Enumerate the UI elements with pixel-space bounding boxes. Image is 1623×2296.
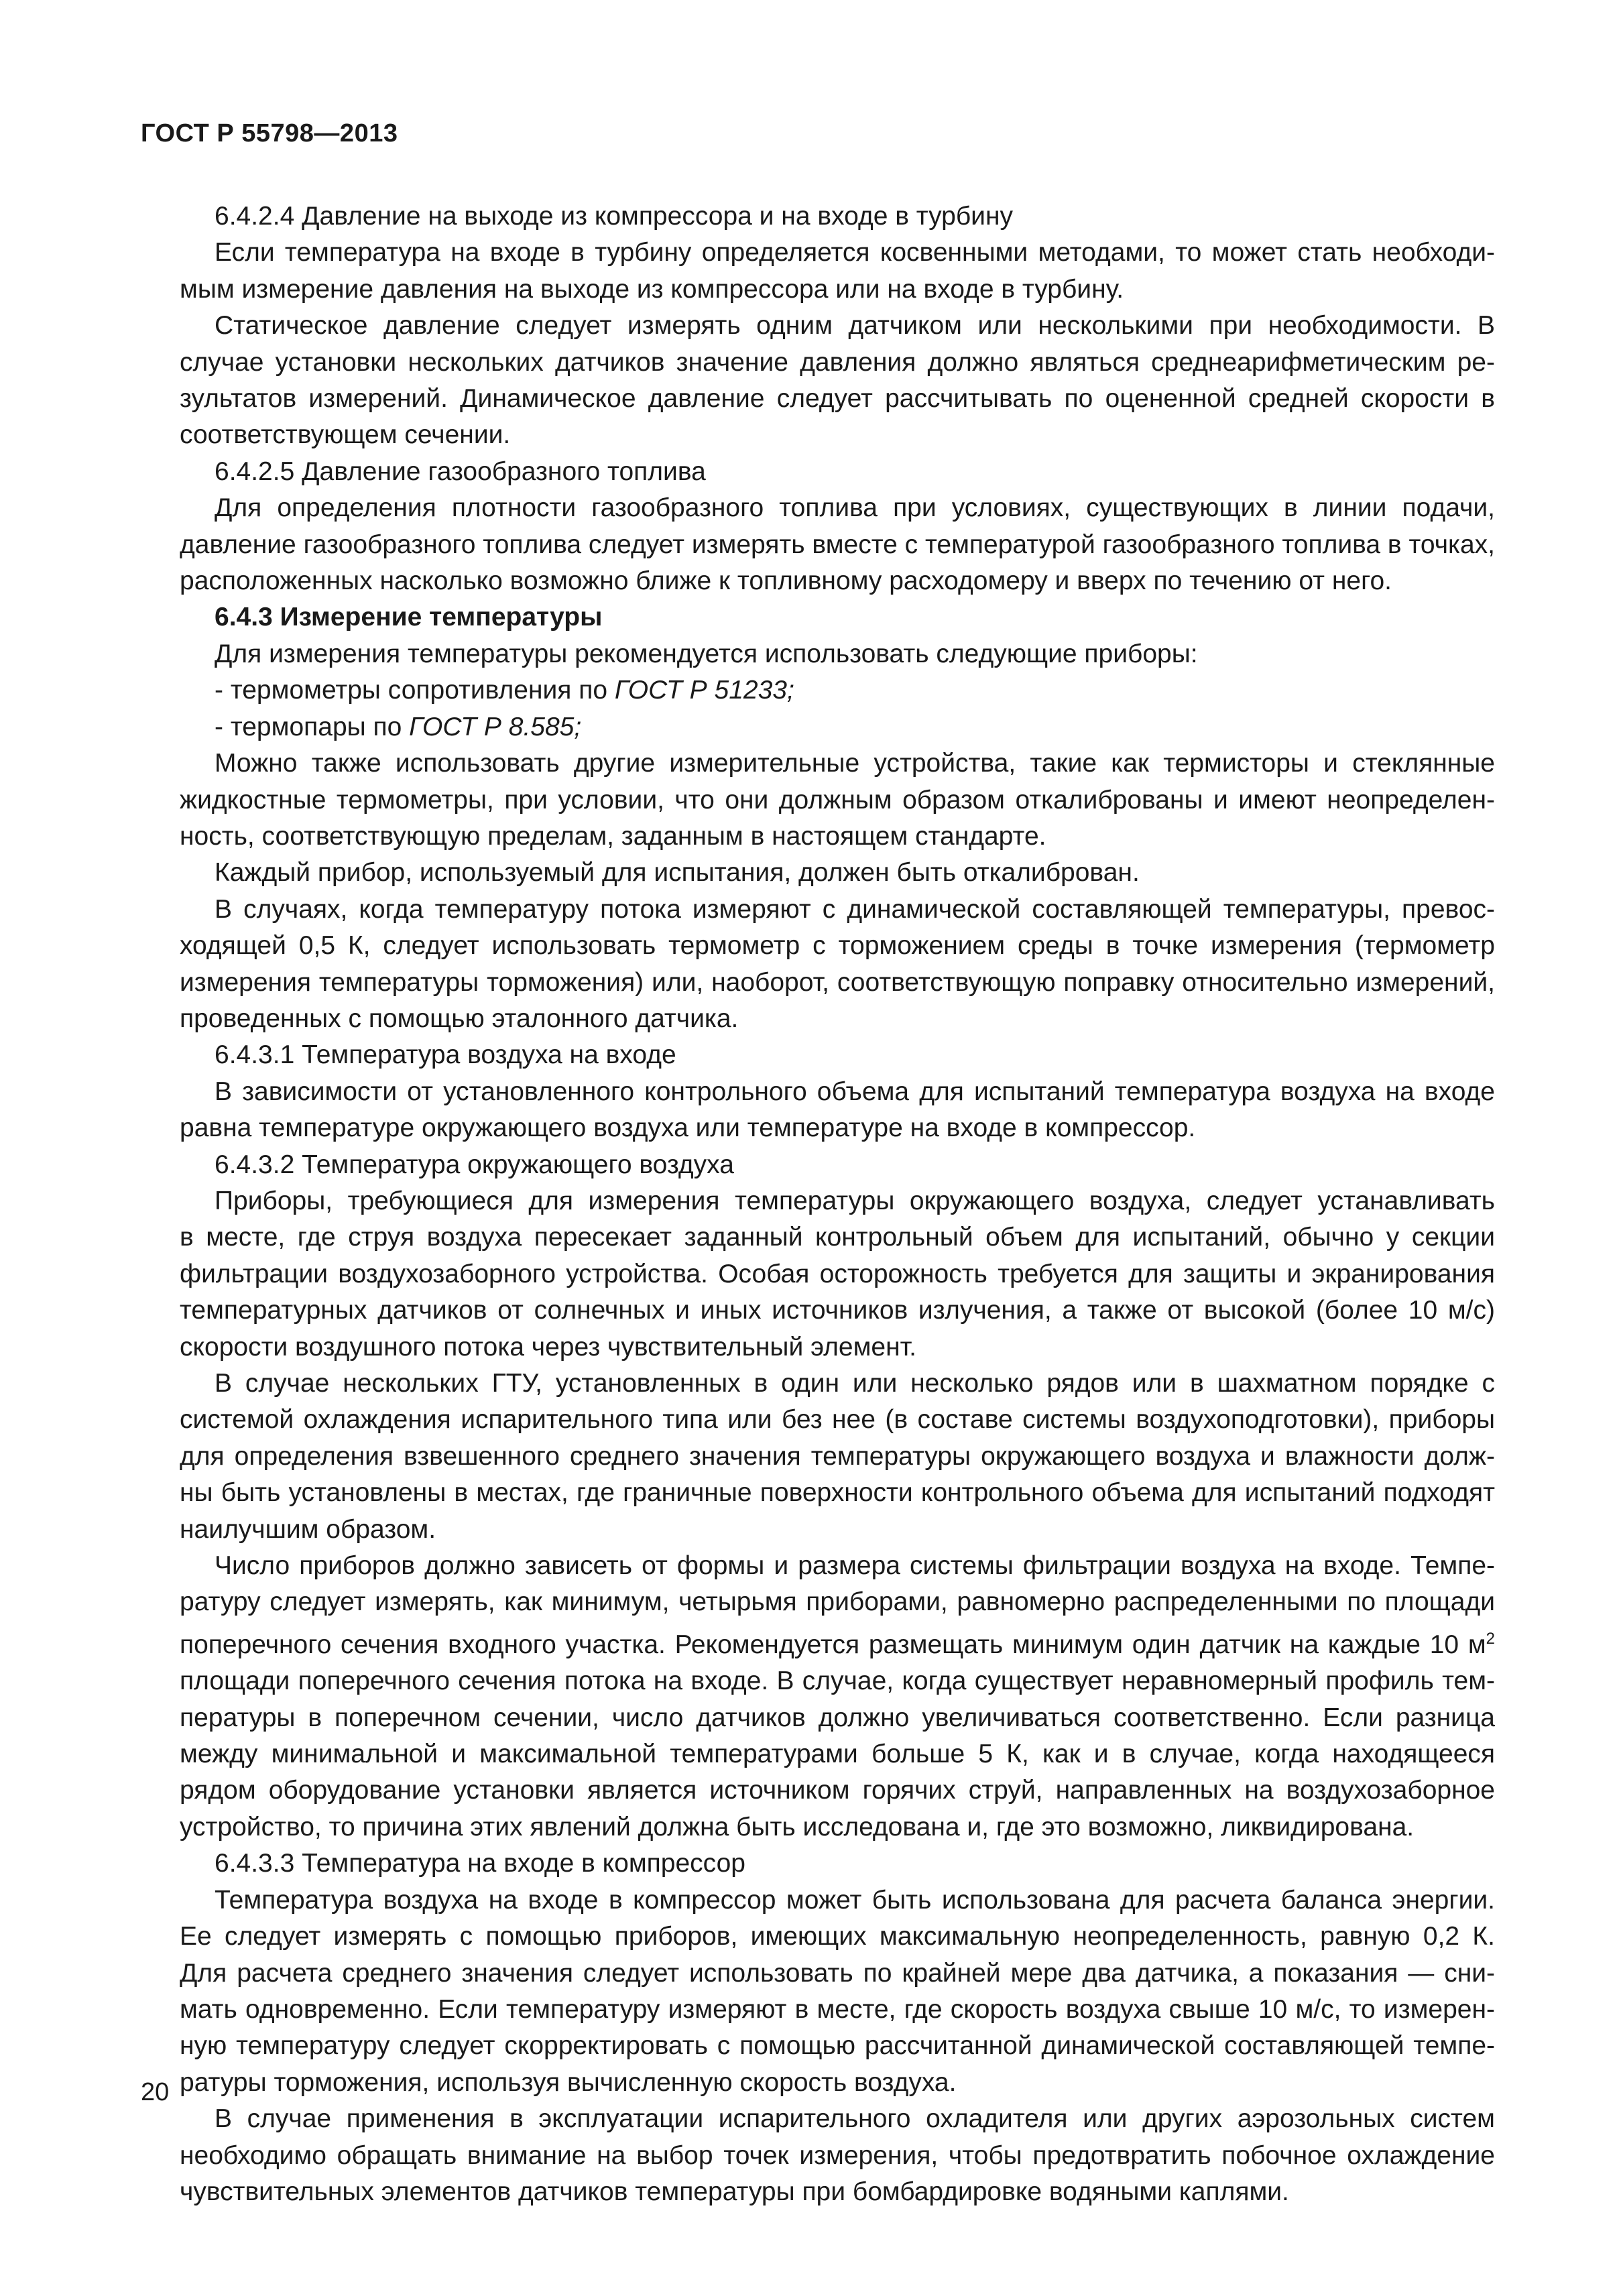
text-line	[180, 892, 1495, 928]
text-line	[180, 1037, 1495, 1073]
line-text: между минимальной и максимальной температурами больше 5 К, как и в случае, когда находящееся	[180, 1740, 1495, 1769]
line-text: Для определения плотности газообразного топлива при условиях, существующих в линии подачи,	[215, 493, 1495, 523]
line-text: Температура воздуха на входе в компрессор может быть использована для расчета баланса энергии.	[215, 1885, 1495, 1915]
line-text: ны быть установлены в местах, где граничные поверхности контрольного объема для испытаний подходят	[180, 1478, 1495, 1508]
text-line	[180, 1772, 1495, 1809]
text-line	[180, 1256, 1495, 1292]
line-text: В случае применения в эксплуатации испарительного охладителя или других аэрозольных систем	[215, 2104, 1495, 2134]
line-text: устройство, то причина этих явлений должна быть исследована и, где это возможно, ликвидирована.	[180, 1812, 1415, 1841]
line-text: В зависимости от установленного контрольного объема для испытаний температура воздуха на входе	[215, 1077, 1495, 1106]
line-text: чувствительных элементов датчиков температуры при бомбардировке водяными каплями.	[180, 2177, 1289, 2206]
text-line	[180, 928, 1495, 964]
line-text: ратуры торможения, используя вычисленную скорость воздуха.	[180, 2067, 957, 2097]
superscript: 2	[1486, 1629, 1495, 1648]
text-line	[180, 1219, 1495, 1256]
line-text: 6.4.2.5 Давление газообразного топлива	[215, 457, 706, 486]
line-text: для определения взвешенного среднего значения температуры окружающего воздуха и влажности долж-	[180, 1441, 1495, 1471]
line-text: наилучшим образом.	[180, 1514, 436, 1544]
line-text: системой охлаждения испарительного типа или без нее (в составе системы воздухоподготовки), приборы	[180, 1405, 1495, 1435]
line-text: площади поперечного сечения потока на входе. В случае, когда существует неравномерный профиль тем-	[180, 1667, 1495, 1696]
text-line	[180, 1846, 1495, 1882]
text-line	[180, 417, 1495, 453]
text-line	[180, 527, 1495, 563]
text-line	[180, 1882, 1495, 1919]
line-text: давление газообразного топлива следует измерять вместе с температурой газообразного топлива в точках,	[180, 530, 1495, 559]
line-text: Для расчета среднего значения следует использовать по крайней мере два датчика, а показания — сни-	[180, 1958, 1495, 1988]
text-line	[180, 1736, 1495, 1772]
text-line	[180, 1992, 1495, 2028]
text-line	[180, 490, 1495, 526]
text-line	[180, 235, 1495, 271]
line-text: жидкостные термометры, при условии, что они должным образом откалиброваны и имеют неопределен-	[180, 785, 1495, 814]
text-line	[180, 1001, 1495, 1037]
text-line	[180, 1955, 1495, 1992]
text-line	[180, 636, 1495, 672]
line-text: фильтрации воздухозаборного устройства. Особая осторожность требуется для защиты и экранирования	[180, 1259, 1495, 1288]
text-line	[180, 819, 1495, 855]
line-text: скорости воздушного потока через чувствительный элемент.	[180, 1332, 916, 1362]
line-text: зультатов измерений. Динамическое давление следует рассчитывать по оцененной средней скорости в	[180, 384, 1495, 414]
document-body	[180, 198, 1495, 2210]
line-text: соответствующем сечении.	[180, 420, 511, 450]
line-text: - термометры сопротивления по	[215, 676, 615, 705]
text-line	[180, 2101, 1495, 2137]
text-line	[180, 2065, 1495, 2101]
line-text: равна температуре окружающего воздуха или температуре на входе в компрессор.	[180, 1113, 1196, 1143]
line-text: измерения температуры торможения) или, наоборот, соответствующую поправку относительно измерений,	[180, 967, 1495, 997]
line-text: в месте, где струя воздуха пересекает заданный контрольный объем для испытаний, обычно у секции	[180, 1223, 1495, 1252]
line-text: - термопары по	[215, 712, 410, 741]
text-line	[180, 1183, 1495, 1219]
text-line	[180, 1584, 1495, 1620]
standard-reference: ГОСТ Р 8.585;	[409, 712, 582, 741]
text-line	[180, 855, 1495, 891]
line-text: Если температура на входе в турбину определяется косвенными методами, то может стать необходи-	[215, 238, 1495, 267]
line-text: проведенных с помощью эталонного датчика.	[180, 1004, 739, 1033]
line-text: необходимо обращать внимание на выбор точек измерения, чтобы предотвратить побочное охлаждение	[180, 2140, 1495, 2170]
line-text: Приборы, требующиеся для измерения температуры окружающего воздуха, следует устанавливать	[215, 1186, 1495, 1215]
text-line	[180, 1074, 1495, 1110]
text-line	[180, 1110, 1495, 1146]
text-line	[180, 1402, 1495, 1438]
text-line	[180, 1439, 1495, 1475]
line-text: Каждый прибор, используемый для испытания, должен быть откалиброван.	[215, 858, 1140, 888]
text-line	[180, 454, 1495, 490]
text-line	[180, 2174, 1495, 2210]
line-text: Для измерения температуры рекомендуется использовать следующие приборы:	[215, 639, 1198, 668]
text-line	[180, 381, 1495, 417]
text-line	[180, 1366, 1495, 1402]
line-text: 6.4.3 Измерение температуры	[215, 603, 603, 632]
line-text: ность, соответствующую пределам, заданным в настоящем стандарте.	[180, 821, 1046, 851]
text-line	[180, 965, 1495, 1001]
line-text: 6.4.3.3 Температура на входе в компрессор	[215, 1849, 745, 1878]
text-line	[180, 1548, 1495, 1584]
text-line	[180, 271, 1495, 308]
line-text: ную температуру следует скорректировать с помощью рассчитанной динамической составляющей темпе-	[180, 2031, 1495, 2061]
text-line	[180, 1147, 1495, 1183]
line-text: Ее следует измерять с помощью приборов, имеющих максимальную неопределенность, равную 0,2 К.	[180, 1922, 1495, 1951]
text-line	[180, 709, 1495, 745]
text-line	[180, 782, 1495, 819]
line-text: Можно также использовать другие измерительные устройства, такие как термисторы и стеклянные	[215, 749, 1495, 778]
line-text: 6.4.3.1 Температура воздуха на входе	[215, 1040, 676, 1070]
text-line	[180, 745, 1495, 782]
text-line	[180, 1512, 1495, 1548]
line-text: температурных датчиков от солнечных и иных источников излучения, а также от высокой (более 10 м/с)	[180, 1296, 1495, 1325]
text-line	[180, 672, 1495, 709]
line-text: В случаях, когда температуру потока измеряют с динамической составляющей температуры, превос-	[215, 894, 1495, 924]
text-line	[180, 198, 1495, 235]
text-line	[180, 308, 1495, 344]
text-line	[180, 2138, 1495, 2174]
line-text: поперечного сечения входного участка. Рекомендуется размещать минимум один датчик на каждые 10 м	[180, 1630, 1486, 1659]
text-line	[180, 345, 1495, 381]
standard-reference: ГОСТ Р 51233;	[614, 676, 794, 705]
text-line	[180, 563, 1495, 599]
line-text: рядом оборудование установки является источником горячих струй, направленных на воздухозаборное	[180, 1776, 1495, 1805]
text-line	[180, 1475, 1495, 1511]
text-line	[180, 1919, 1495, 1955]
line-text: ратуру следует измерять, как минимум, четырьмя приборами, равномерно распределенными по площади	[180, 1587, 1495, 1617]
text-line	[180, 1621, 1495, 1663]
text-line	[180, 2028, 1495, 2064]
text-line	[180, 1809, 1495, 1846]
text-line	[180, 599, 1495, 636]
line-text: мым измерение давления на выходе из компрессора или на входе в турбину.	[180, 274, 1124, 304]
text-line	[180, 1329, 1495, 1366]
line-text: расположенных насколько возможно ближе к топливному расходомеру и вверх по течению от него.	[180, 566, 1392, 596]
line-text: случае установки нескольких датчиков значение давления должно являться среднеарифметическим ре-	[180, 347, 1495, 377]
text-line	[180, 1663, 1495, 1699]
line-text: В случае нескольких ГТУ, установленных в один или несколько рядов или в шахматном порядке с	[215, 1369, 1495, 1398]
line-text: мать одновременно. Если температуру измеряют в месте, где скорость воздуха свыше 10 м/с, то измерен-	[180, 1994, 1495, 2024]
line-text: 6.4.2.4 Давление на выходе из компрессора и на входе в турбину	[215, 202, 1014, 231]
line-text: пературы в поперечном сечении, число датчиков должно увеличиваться соответственно. Если разница	[180, 1703, 1495, 1732]
document-header: ГОСТ Р 55798—2013	[141, 119, 398, 147]
line-text: ходящей 0,5 К, следует использовать термометр с торможением среды в точке измерения (термометр	[180, 931, 1495, 961]
line-text: Статическое давление следует измерять одним датчиком или несколькими при необходимости. В	[215, 311, 1495, 341]
page-number: 20	[141, 2078, 170, 2106]
line-text: Число приборов должно зависеть от формы и размера системы фильтрации воздуха на входе. Темпе-	[215, 1551, 1495, 1581]
line-text: 6.4.3.2 Температура окружающего воздуха	[215, 1150, 734, 1179]
text-line	[180, 1292, 1495, 1329]
text-line	[180, 1700, 1495, 1736]
